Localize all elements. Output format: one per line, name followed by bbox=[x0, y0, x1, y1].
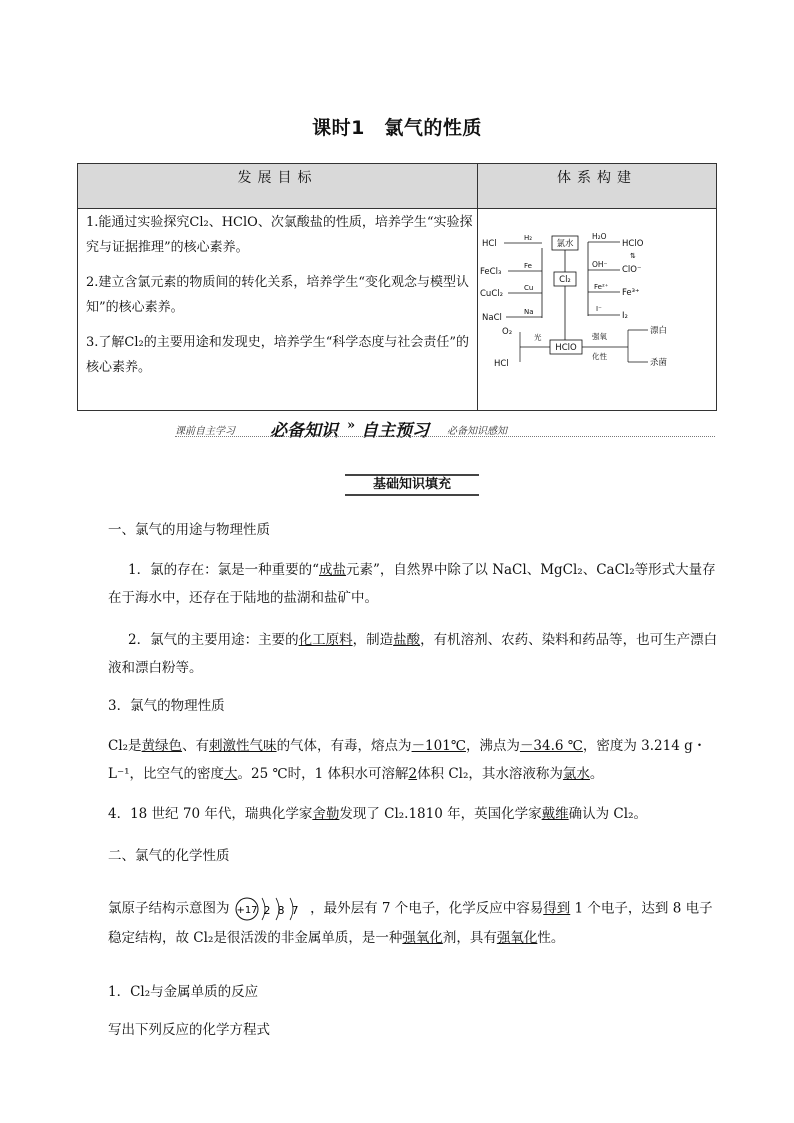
bottom-chem: 化性 bbox=[592, 352, 607, 361]
banner-separator-icon: » bbox=[347, 418, 356, 433]
atom-nucleus: +17 bbox=[236, 905, 258, 916]
atom-shell-3: 7 bbox=[291, 904, 299, 917]
center-cl2: Cl₂ bbox=[559, 275, 571, 285]
paragraph-5: 4．18 世纪 70 年代，瑞典化学家舍勒发现了 Cl₂.1810 年，英国化学家戴维确认为 Cl₂。 bbox=[108, 806, 647, 822]
left-cucl2: CuCl₂ bbox=[480, 289, 504, 299]
goals-list bbox=[86, 210, 474, 390]
section-box-title: 基础知识填充 bbox=[345, 474, 479, 496]
goals-table bbox=[77, 163, 717, 411]
goal-item: 1.能通过实验探究Cl₂、HClO、次氯酸盐的性质，培养学生“实验探究与证据推理”的核心素养。 bbox=[86, 215, 473, 255]
heading-1: 一、氯气的用途与物理性质 bbox=[108, 522, 270, 538]
reagent-fe: Fe bbox=[524, 262, 532, 270]
atom-shell-1: 2 bbox=[263, 904, 271, 917]
banner-right-small: 必备知识感知 bbox=[447, 426, 507, 437]
center-hclo: HClO bbox=[555, 343, 577, 353]
atom-shell-2: 8 bbox=[277, 904, 285, 917]
right-clo: ClO⁻ bbox=[622, 265, 642, 275]
bottom-light: 光 bbox=[534, 333, 542, 342]
goal-item: 3.了解Cl₂的主要用途和发现史，培养学生“科学态度与社会责任”的核心素养。 bbox=[86, 335, 470, 375]
reagent-cu: Cu bbox=[524, 284, 534, 292]
right-i: I⁻ bbox=[596, 305, 602, 313]
column-divider bbox=[477, 164, 478, 410]
bottom-o2: O₂ bbox=[502, 327, 513, 337]
center-chlorine-water: 氯水 bbox=[556, 239, 574, 249]
right-hclo: HClO bbox=[622, 239, 644, 249]
chlorine-atom-diagram-icon bbox=[234, 894, 306, 924]
svg-text:⇅: ⇅ bbox=[630, 252, 636, 260]
left-hcl: HCl bbox=[482, 239, 497, 249]
table-header bbox=[78, 164, 716, 209]
paragraph-4: Cl₂是黄绿色、有刺激性气味的气体，有毒，熔点为－101℃，沸点为－34.6 ℃，密度为 3.214 g・L⁻¹，比空气的密度大。25 ℃时，1 体积水可溶解2体积 Cl₂，其水溶液称为氯水。 bbox=[108, 738, 707, 782]
page-title: 课时1 氯气的性质 bbox=[312, 117, 482, 139]
paragraph-7: 1．Cl₂与金属单质的反应 bbox=[108, 984, 259, 1000]
banner-left-small: 课前自主学习 bbox=[175, 426, 235, 437]
left-fecl3: FeCl₃ bbox=[480, 267, 502, 277]
right-fe3: Fe³⁺ bbox=[622, 288, 640, 298]
right-oh: OH⁻ bbox=[592, 260, 608, 269]
concept-diagram bbox=[480, 212, 714, 408]
reagent-h2: H₂ bbox=[524, 234, 533, 242]
paragraph-2: 2．氯气的主要用途：主要的化工原料，制造盐酸，有机溶剂、农药、染料和药品等，也可生产漂白液和漂白粉等。 bbox=[108, 632, 718, 676]
right-fe2: Fe²⁺ bbox=[594, 283, 609, 291]
bottom-strong: 强氧 bbox=[592, 332, 607, 341]
reagent-na: Na bbox=[524, 308, 534, 316]
right-i2: I₂ bbox=[622, 311, 628, 321]
paragraph-6: 氯原子结构示意图为 +17 2 8 7 ，最外层有 7 个电子，化学反应中容易得到 1 个电子，达到 8 电子稳定结构，故 Cl₂是很活泼的非金属单质，是一种强氧化剂，具有强氧化性。 bbox=[108, 894, 720, 952]
paragraph-3: 3．氯气的物理性质 bbox=[108, 698, 225, 714]
banner-dotted-line bbox=[175, 436, 715, 437]
banner-big-right: 自主预习 bbox=[361, 421, 429, 441]
bottom-kill: 杀菌 bbox=[650, 358, 668, 368]
section-banner bbox=[175, 416, 715, 441]
bottom-bleach: 漂白 bbox=[650, 326, 668, 336]
header-system: 体系构建 bbox=[557, 170, 637, 186]
paragraph-8: 写出下列反应的化学方程式 bbox=[108, 1022, 270, 1038]
left-nacl: NaCl bbox=[482, 313, 502, 323]
goal-item: 2.建立含氯元素的物质间的转化关系，培养学生“变化观念与模型认知”的核心素养。 bbox=[86, 275, 470, 315]
bottom-hcl: HCl bbox=[494, 359, 509, 369]
header-goals: 发展目标 bbox=[237, 170, 318, 186]
right-h2o: H₂O bbox=[592, 232, 607, 241]
heading-2: 二、氯气的化学性质 bbox=[108, 848, 230, 864]
paragraph-1: 1．氯的存在：氯是一种重要的“成盐元素”，自然界中除了以 NaCl、MgCl₂、CaCl₂等形式大量存在于海水中，还存在于陆地的盐湖和盐矿中。 bbox=[108, 562, 716, 606]
banner-big-left: 必备知识 bbox=[270, 421, 338, 441]
